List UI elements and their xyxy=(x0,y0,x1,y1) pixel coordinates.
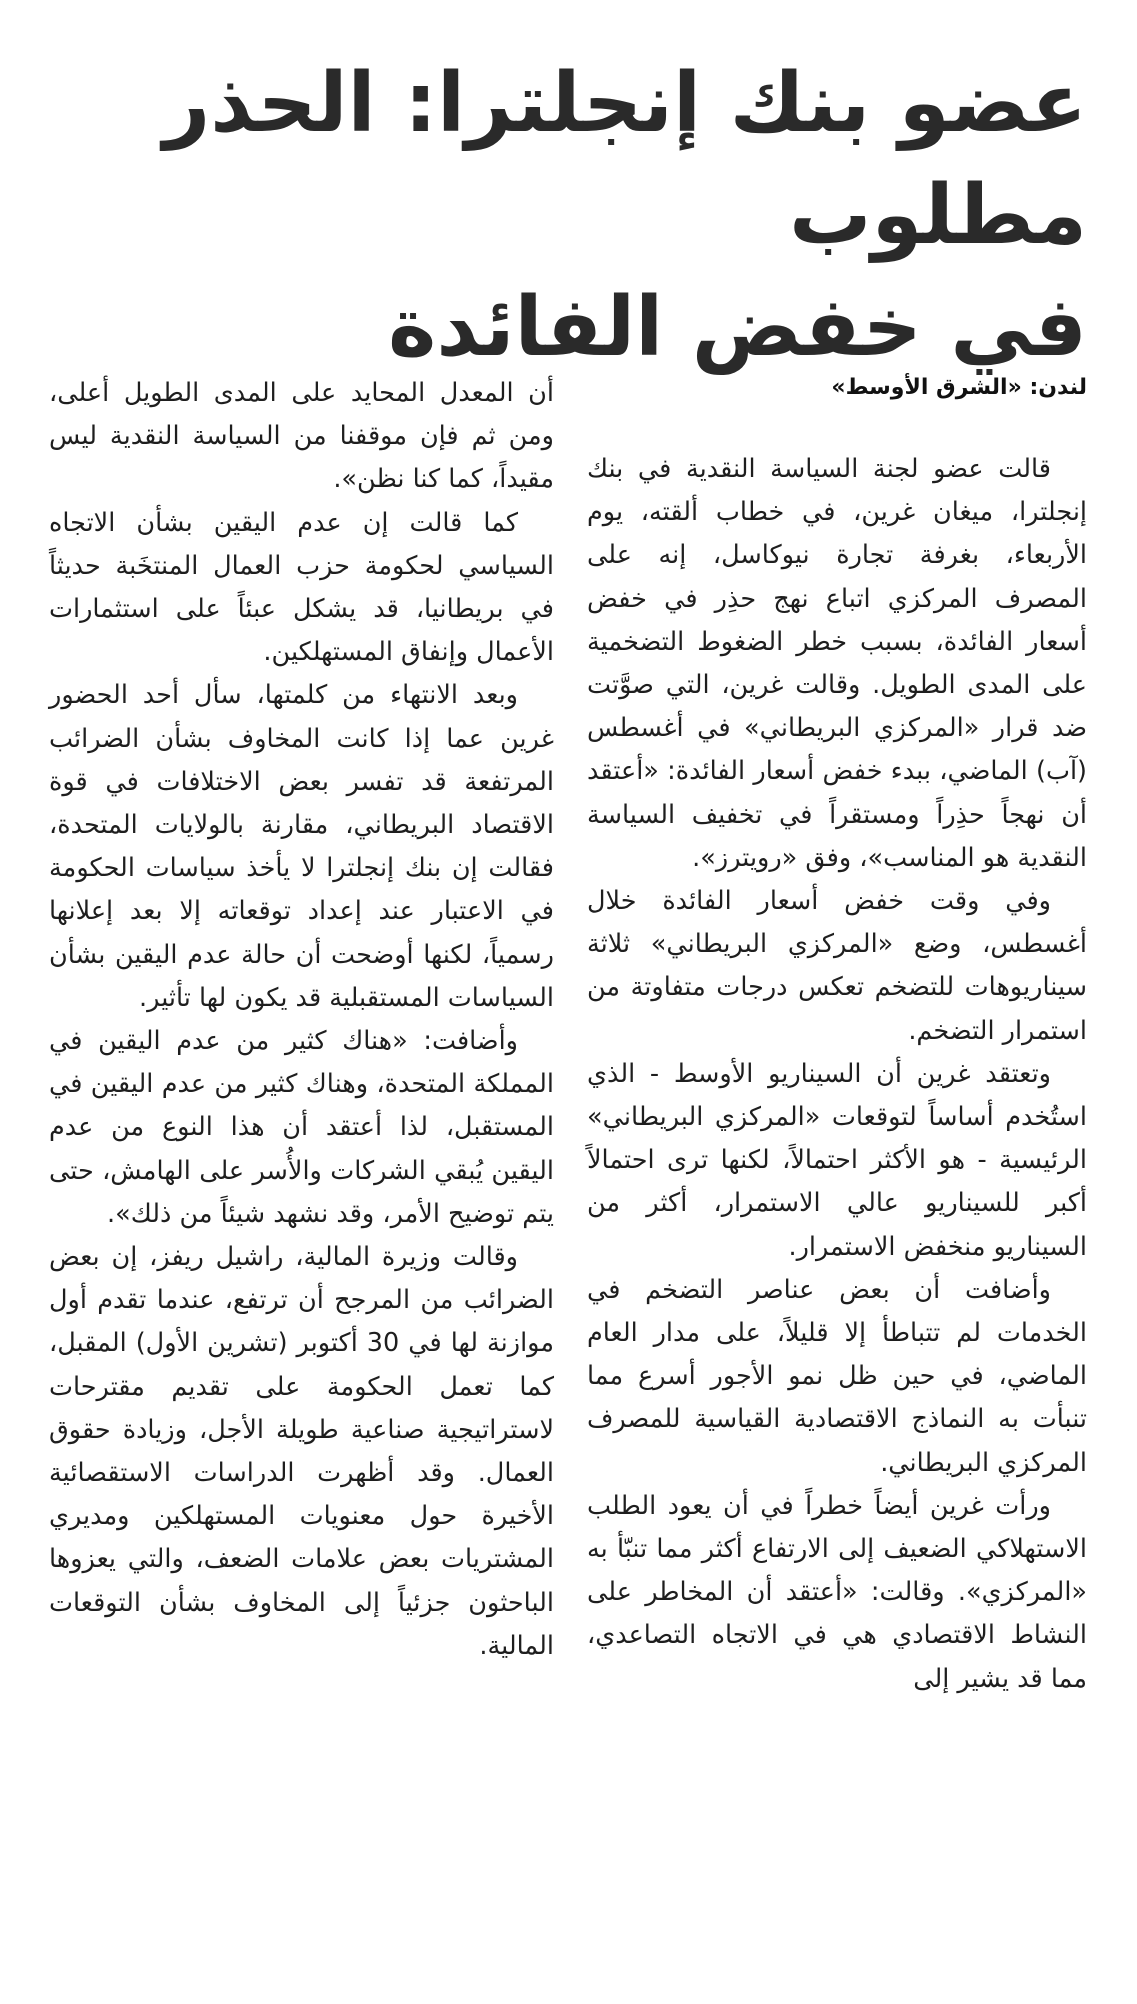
article-headline xyxy=(37,48,1087,384)
byline: لندن: «الشرق الأوسط» xyxy=(831,375,1087,400)
article-column-right xyxy=(587,368,1087,1701)
paragraph: وقالت وزيرة المالية، راشيل ريفز، إن بعض الضرائب من المرجح أن ترتفع، عندما تقدم أول موازنة لها في 30 أكتوبر (تشرين الأول) المقبل، كما تعمل الحكومة على تقديم مقترحات لاستراتيجية صناعية طويلة الأجل، وزيادة حقوق العمال. وقد أظهرت الدراسات الاستقصائية الأخيرة حول معنويات المستهلكين ومديري المشتريات بعض علامات الضعف، والتي يعزوها الباحثون جزئياً إلى المخاوف بشأن التوقعات المالية. xyxy=(49,1242,554,1661)
paragraph: وتعتقد غرين أن السيناريو الأوسط - الذي استُخدم أساساً لتوقعات «المركزي البريطاني» الرئيسية - هو الأكثر احتمالاً، لكنها ترى احتمالاً أكبر للسيناريو عالي الاستمرار، أكثر من السيناريو منخفض الاستمرار. xyxy=(587,1058,1087,1262)
paragraph: وفي وقت خفض أسعار الفائدة خلال أغسطس، وضع «المركزي البريطاني» ثلاثة سيناريوهات للتضخم تعكس درجات متفاوتة من استمرار التضخم. xyxy=(587,886,1087,1046)
paragraph: وأضافت أن بعض عناصر التضخم في الخدمات لم تتباطأ إلا قليلاً، على مدار العام الماضي، في حين ظل نمو الأجور أسرع مما تنبأت به النماذج الاقتصادية القياسية للمصرف المركزي البريطاني. xyxy=(587,1274,1087,1478)
paragraph: ورأت غرين أيضاً خطراً في أن يعود الطلب الاستهلاكي الضعيف إلى الارتفاع أكثر مما تنبّأ به «المركزي». وقالت: «أعتقد أن المخاطر على النشاط الاقتصادي هي في الاتجاه التصاعدي، مما قد يشير إلى xyxy=(587,1490,1087,1694)
paragraph: وأضافت: «هناك كثير من عدم اليقين في المملكة المتحدة، وهناك كثير من عدم اليقين في المستقبل، لذا أعتقد أن هذا النوع من عدم اليقين يُبقي الشركات والأُسر على الهامش، حتى يتم توضيح الأمر، وقد نشهد شيئاً من ذلك». xyxy=(49,1026,554,1229)
paragraph: وبعد الانتهاء من كلمتها، سأل أحد الحضور غرين عما إذا كانت المخاوف بشأن الضرائب المرتفعة قد تفسر بعض الاختلافات في قوة الاقتصاد البريطاني، مقارنة بالولايات المتحدة، فقالت إن بنك إنجلترا لا يأخذ سياسات الحكومة في الاعتبار عند إعداد توقعاته إلا بعد إعلانها رسمياً، لكنها أوضحت أن حالة عدم اليقين بشأن السياسات المستقبلية قد يكون لها تأثير. xyxy=(49,680,554,1013)
paragraph: قالت عضو لجنة السياسة النقدية في بنك إنجلترا، ميغان غرين، في خطاب ألقته، يوم الأربعاء، بغرفة تجارة نيوكاسل، إنه على المصرف المركزي اتباع نهج حذِر في خفض أسعار الفائدة، بسبب خطر الضغوط التضخمية على المدى الطويل. وقالت غرين، التي صوَّتت ضد قرار «المركزي البريطاني» في أغسطس (آب) الماضي، ببدء خفض أسعار الفائدة: «أعتقد أن نهجاً حذِراً ومستقراً في تخفيف السياسة النقدية هو المناسب»، وفق «رويترز». xyxy=(587,454,1087,873)
paragraph-continued: أن المعدل المحايد على المدى الطويل أعلى، ومن ثم فإن موقفنا من السياسة النقدية ليس مقيداً، كما كنا نظن». xyxy=(49,378,554,495)
headline-line-1: عضو بنك إنجلترا: الحذر مطلوب xyxy=(163,56,1087,263)
paragraph: كما قالت إن عدم اليقين بشأن الاتجاه السياسي لحكومة حزب العمال المنتخَبة حديثاً في بريطانيا، قد يشكل عبئاً على استثمارات الأعمال وإنفاق المستهلكين. xyxy=(49,507,554,668)
headline-line-2: في خفض الفائدة xyxy=(387,280,1087,375)
article-column-left xyxy=(49,372,554,1668)
